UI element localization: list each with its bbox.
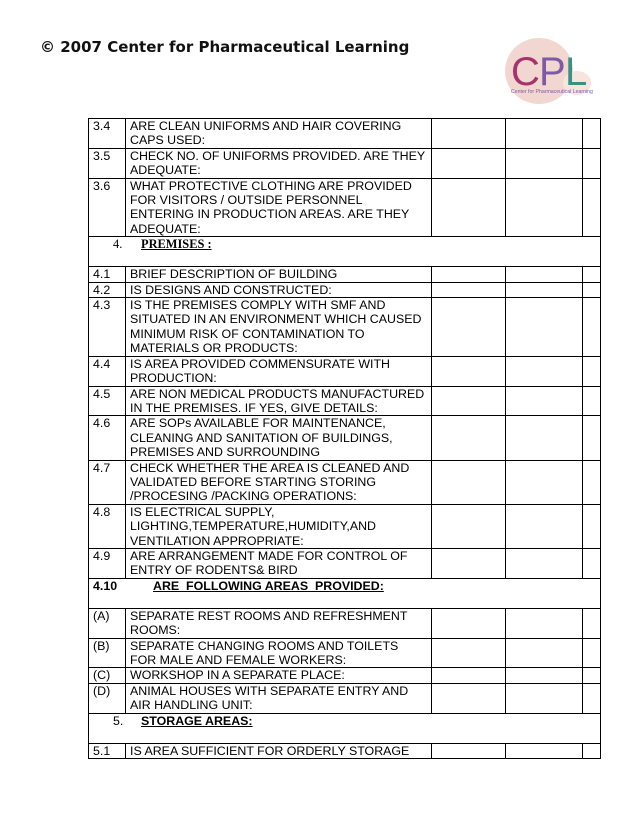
item-number: 4.1 bbox=[89, 267, 126, 282]
answer-yes-cell bbox=[432, 267, 506, 282]
remarks-cell bbox=[583, 356, 601, 386]
item-number: (A) bbox=[89, 608, 126, 638]
checklist-row bbox=[89, 119, 601, 149]
remarks-cell bbox=[583, 683, 601, 713]
checklist-row bbox=[89, 386, 601, 416]
checklist-row bbox=[89, 743, 601, 758]
answer-yes-cell bbox=[432, 282, 506, 297]
section-title: PREMISES : bbox=[141, 237, 212, 252]
answer-yes-cell bbox=[432, 668, 506, 683]
remarks-cell bbox=[583, 548, 601, 578]
section-4-premises bbox=[89, 237, 601, 267]
section-number: 5. bbox=[113, 713, 124, 728]
inspection-checklist-table bbox=[88, 118, 601, 759]
section-title: ARE FOLLOWING AREAS PROVIDED: bbox=[153, 578, 384, 593]
logo-letter-c: C bbox=[511, 50, 540, 94]
item-description: ARE SOPs AVAILABLE FOR MAINTENANCE, CLEANING AND SANITATION OF BUILDINGS, PREMISES AND SURROUNDING bbox=[126, 416, 432, 460]
checklist-row bbox=[89, 148, 601, 178]
checklist-row bbox=[89, 178, 601, 237]
answer-no-cell bbox=[506, 119, 583, 149]
logo-caption: Center for Pharmaceutical Learning bbox=[511, 89, 593, 95]
item-number: (D) bbox=[89, 683, 126, 713]
item-description: BRIEF DESCRIPTION OF BUILDING bbox=[126, 267, 432, 282]
checklist-row bbox=[89, 416, 601, 460]
item-number: 4.2 bbox=[89, 282, 126, 297]
answer-yes-cell bbox=[432, 548, 506, 578]
item-number: (B) bbox=[89, 638, 126, 668]
item-description: IS DESIGNS AND CONSTRUCTED: bbox=[126, 282, 432, 297]
item-description: ANIMAL HOUSES WITH SEPARATE ENTRY AND AIR HANDLING UNIT: bbox=[126, 683, 432, 713]
remarks-cell bbox=[583, 504, 601, 548]
item-description: SEPARATE REST ROOMS AND REFRESHMENT ROOMS: bbox=[126, 608, 432, 638]
answer-no-cell bbox=[506, 178, 583, 237]
answer-yes-cell bbox=[432, 416, 506, 460]
checklist-row bbox=[89, 548, 601, 578]
remarks-cell bbox=[583, 638, 601, 668]
remarks-cell bbox=[583, 282, 601, 297]
item-description: IS AREA PROVIDED COMMENSURATE WITH PRODUCTION: bbox=[126, 356, 432, 386]
item-number: 5.1 bbox=[89, 743, 126, 758]
item-number: (C) bbox=[89, 668, 126, 683]
remarks-cell bbox=[583, 460, 601, 504]
remarks-cell bbox=[583, 386, 601, 416]
copyright-header: © 2007 Center for Pharmaceutical Learning bbox=[40, 38, 410, 56]
item-number: 4.8 bbox=[89, 504, 126, 548]
logo-letter-p: P bbox=[539, 50, 566, 94]
answer-no-cell bbox=[506, 282, 583, 297]
item-description: ARE ARRANGEMENT MADE FOR CONTROL OF ENTRY OF RODENTS& BIRD bbox=[126, 548, 432, 578]
answer-no-cell bbox=[506, 683, 583, 713]
answer-no-cell bbox=[506, 668, 583, 683]
remarks-cell bbox=[583, 148, 601, 178]
remarks-cell bbox=[583, 267, 601, 282]
item-description: IS ELECTRICAL SUPPLY, LIGHTING,TEMPERATURE,HUMIDITY,AND VENTILATION APPROPRIATE: bbox=[126, 504, 432, 548]
answer-yes-cell bbox=[432, 386, 506, 416]
answer-no-cell bbox=[506, 386, 583, 416]
item-number: 3.6 bbox=[89, 178, 126, 237]
remarks-cell bbox=[583, 178, 601, 237]
item-number: 4.3 bbox=[89, 298, 126, 357]
item-description: WORKSHOP IN A SEPARATE PLACE: bbox=[126, 668, 432, 683]
answer-yes-cell bbox=[432, 356, 506, 386]
item-description: ARE CLEAN UNIFORMS AND HAIR COVERING CAPS USED: bbox=[126, 119, 432, 149]
answer-yes-cell bbox=[432, 683, 506, 713]
answer-yes-cell bbox=[432, 148, 506, 178]
remarks-cell bbox=[583, 119, 601, 149]
answer-yes-cell bbox=[432, 608, 506, 638]
answer-yes-cell bbox=[432, 119, 506, 149]
answer-no-cell bbox=[506, 416, 583, 460]
answer-yes-cell bbox=[432, 743, 506, 758]
item-description: SEPARATE CHANGING ROOMS AND TOILETS FOR MALE AND FEMALE WORKERS: bbox=[126, 638, 432, 668]
item-description: WHAT PROTECTIVE CLOTHING ARE PROVIDED FOR VISITORS / OUTSIDE PERSONNEL ENTERING IN PRODUCTION AREAS. ARE THEY ADEQUATE: bbox=[126, 178, 432, 237]
section-title: STORAGE AREAS: bbox=[141, 713, 253, 728]
item-number: 4.9 bbox=[89, 548, 126, 578]
section-5-storage bbox=[89, 713, 601, 743]
item-description: ARE NON MEDICAL PRODUCTS MANUFACTURED IN THE PREMISES. IF YES, GIVE DETAILS: bbox=[126, 386, 432, 416]
answer-no-cell bbox=[506, 638, 583, 668]
checklist-row bbox=[89, 608, 601, 638]
item-number: 4.7 bbox=[89, 460, 126, 504]
item-number: 3.4 bbox=[89, 119, 126, 149]
answer-no-cell bbox=[506, 608, 583, 638]
item-number: 4.5 bbox=[89, 386, 126, 416]
remarks-cell bbox=[583, 743, 601, 758]
answer-no-cell bbox=[506, 504, 583, 548]
answer-no-cell bbox=[506, 356, 583, 386]
item-description: CHECK WHETHER THE AREA IS CLEANED AND VALIDATED BEFORE STARTING STORING /PROCESING /PACKING OPERATIONS: bbox=[126, 460, 432, 504]
answer-no-cell bbox=[506, 743, 583, 758]
checklist-row bbox=[89, 638, 601, 668]
checklist-row bbox=[89, 460, 601, 504]
section-number: 4.10 bbox=[93, 578, 118, 593]
remarks-cell bbox=[583, 416, 601, 460]
answer-no-cell bbox=[506, 148, 583, 178]
checklist-row bbox=[89, 298, 601, 357]
answer-yes-cell bbox=[432, 298, 506, 357]
answer-yes-cell bbox=[432, 178, 506, 237]
checklist-row bbox=[89, 267, 601, 282]
checklist-row bbox=[89, 683, 601, 713]
remarks-cell bbox=[583, 298, 601, 357]
answer-yes-cell bbox=[432, 638, 506, 668]
item-description: IS THE PREMISES COMPLY WITH SMF AND SITUATED IN AN ENVIRONMENT WHICH CAUSED MINIMUM RISK OF CONTAMINATION TO MATERIALS OR PRODUCTS: bbox=[126, 298, 432, 357]
item-number: 3.5 bbox=[89, 148, 126, 178]
answer-no-cell bbox=[506, 548, 583, 578]
item-description: IS AREA SUFFICIENT FOR ORDERLY STORAGE bbox=[126, 743, 432, 758]
answer-no-cell bbox=[506, 267, 583, 282]
item-number: 4.4 bbox=[89, 356, 126, 386]
checklist-row bbox=[89, 282, 601, 297]
logo-letter-l: L bbox=[565, 50, 588, 94]
checklist-row bbox=[89, 668, 601, 683]
checklist-row bbox=[89, 504, 601, 548]
remarks-cell bbox=[583, 608, 601, 638]
item-description: CHECK NO. OF UNIFORMS PROVIDED. ARE THEY ADEQUATE: bbox=[126, 148, 432, 178]
answer-yes-cell bbox=[432, 504, 506, 548]
answer-no-cell bbox=[506, 298, 583, 357]
answer-yes-cell bbox=[432, 460, 506, 504]
cpl-logo bbox=[499, 35, 614, 105]
remarks-cell bbox=[583, 668, 601, 683]
answer-no-cell bbox=[506, 460, 583, 504]
section-number: 4. bbox=[113, 237, 123, 252]
section-4-10-areas bbox=[89, 578, 601, 608]
checklist-row bbox=[89, 356, 601, 386]
item-number: 4.6 bbox=[89, 416, 126, 460]
